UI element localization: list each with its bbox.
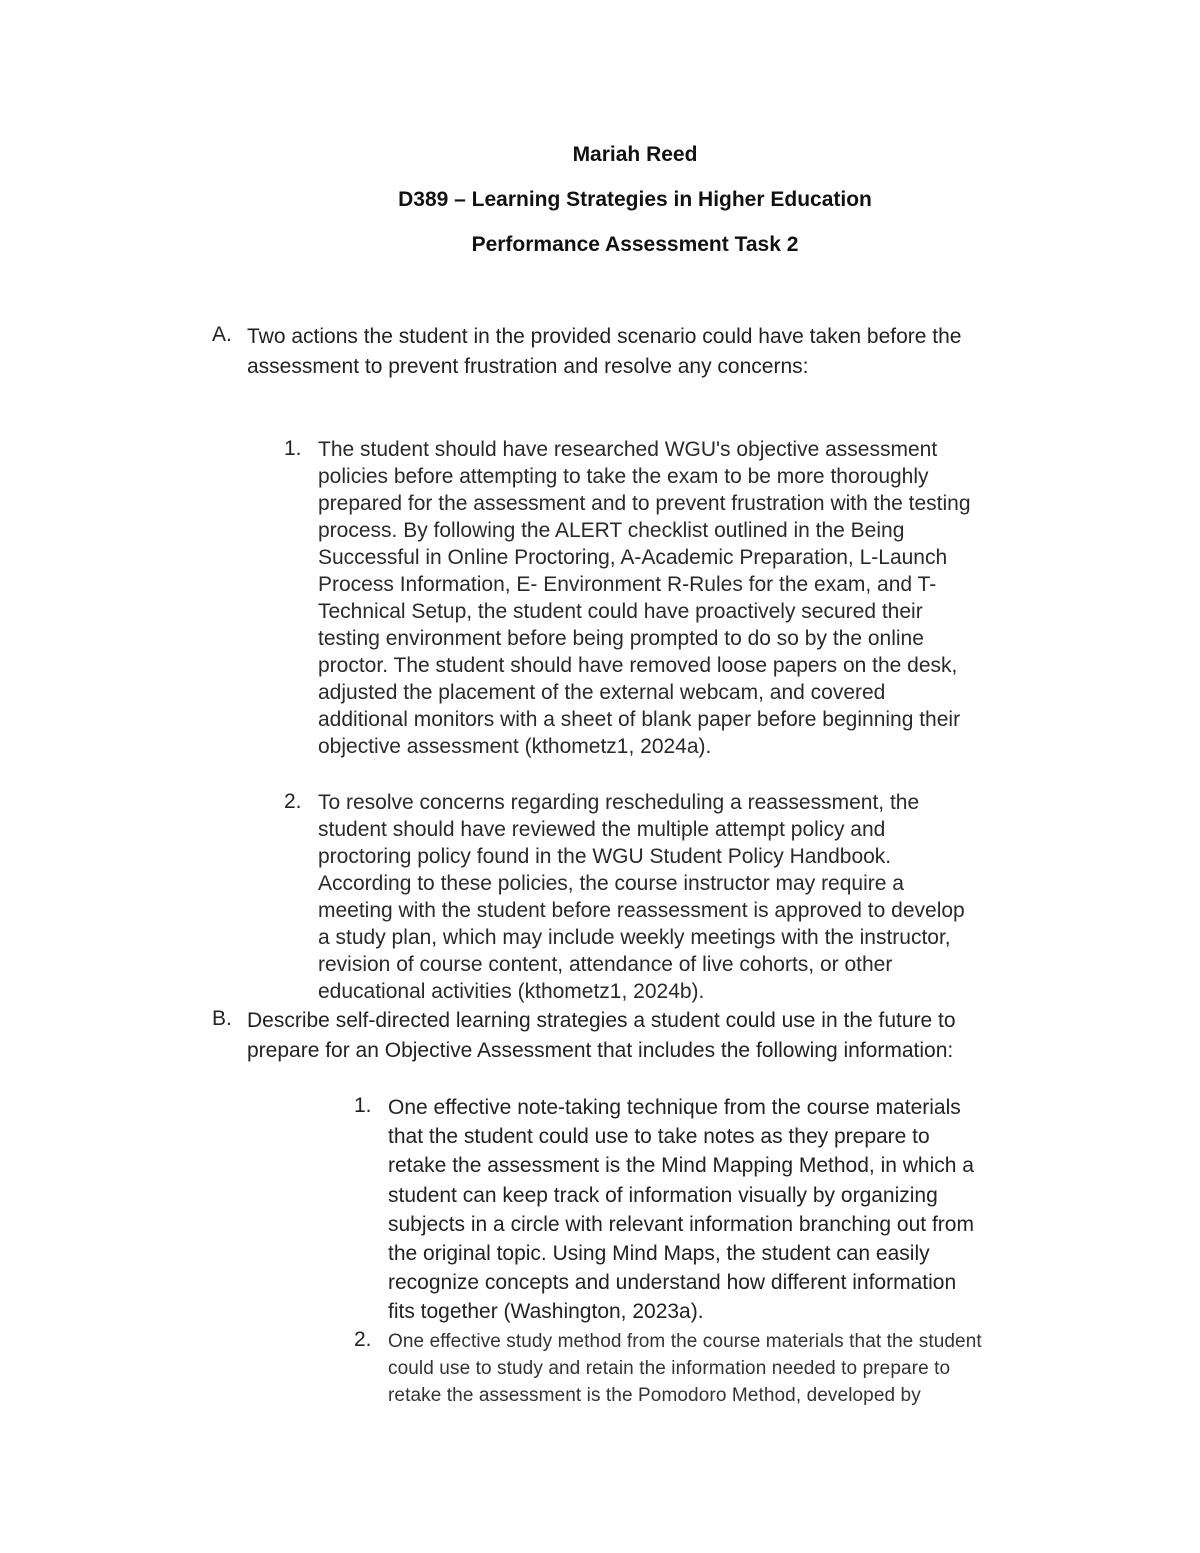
text-line: objective assessment (kthometz1, 2024a).: [318, 735, 712, 758]
section-a-marker: A.: [212, 323, 232, 346]
text-line: revision of course content, attendance of live cohorts, or other: [318, 953, 893, 976]
section-a-heading-line: Two actions the student in the provided scenario could have taken before the: [247, 325, 962, 348]
text-line: meeting with the student before reassessment is approved to develop: [318, 899, 965, 922]
section-a-item-2-marker: 2.: [284, 790, 302, 813]
section-a-item-1-text: [318, 436, 1098, 760]
text-line: student can keep track of information visually by organizing: [388, 1183, 938, 1207]
text-line: retake the assessment is the Mind Mapping Method, in which a: [388, 1154, 974, 1178]
section-b-marker: B.: [212, 1007, 232, 1030]
text-line: educational activities (kthometz1, 2024b).: [318, 980, 705, 1003]
author-name: Mariah Reed: [572, 143, 698, 166]
text-line: additional monitors with a sheet of blank paper before beginning their: [318, 708, 961, 731]
text-line: subjects in a circle with relevant information branching out from: [388, 1212, 974, 1236]
text-line: a study plan, which may include weekly meetings with the instructor,: [318, 926, 951, 949]
section-b-heading-line: prepare for an Objective Assessment that includes the following information:: [247, 1038, 954, 1062]
text-line: The student should have researched WGU's objective assessment: [318, 438, 938, 461]
text-line: prepared for the assessment and to prevent frustration with the testing: [318, 492, 971, 515]
section-a-heading-line: assessment to prevent frustration and resolve any concerns:: [247, 354, 809, 378]
text-line: that the student could use to take notes as they prepare to: [388, 1125, 930, 1149]
section-a-heading: [247, 322, 1147, 381]
text-line: adjusted the placement of the external webcam, and covered: [318, 681, 886, 704]
section-b-item-2-text: [388, 1328, 1168, 1409]
section-b-item-1-marker: 1.: [354, 1094, 372, 1117]
course-title: D389 – Learning Strategies in Higher Education: [398, 188, 872, 211]
text-line: recognize concepts and understand how different information: [388, 1271, 957, 1295]
text-line: testing environment before being prompted to do so by the online: [318, 627, 924, 650]
text-line: proctoring policy found in the WGU Student Policy Handbook.: [318, 845, 892, 868]
section-b-heading-line: Describe self-directed learning strategies a student could use in the future to: [247, 1009, 956, 1032]
text-line: could use to study and retain the information needed to prepare to: [388, 1358, 951, 1379]
task-title: Performance Assessment Task 2: [471, 233, 799, 256]
text-line: process. By following the ALERT checklist outlined in the Being: [318, 519, 905, 542]
section-a-item-1-marker: 1.: [284, 437, 302, 460]
text-line: One effective study method from the course materials that the student: [388, 1331, 982, 1352]
text-line: To resolve concerns regarding rescheduling a reassessment, the: [318, 791, 920, 814]
text-line: policies before attempting to take the exam to be more thoroughly: [318, 465, 929, 488]
section-b-heading: [247, 1006, 1147, 1065]
section-b-item-2-marker: 2.: [354, 1328, 372, 1351]
text-line: One effective note-taking technique from the course materials: [388, 1096, 961, 1119]
text-line: Successful in Online Proctoring, A-Academic Preparation, L-Launch: [318, 546, 948, 569]
text-line: retake the assessment is the Pomodoro Method, developed by: [388, 1385, 921, 1406]
text-line: student should have reviewed the multiple attempt policy and: [318, 818, 886, 841]
text-line: Technical Setup, the student could have proactively secured their: [318, 600, 923, 623]
text-line: According to these policies, the course instructor may require a: [318, 872, 904, 895]
section-b-item-1-text: [388, 1093, 1148, 1327]
text-line: fits together (Washington, 2023a).: [388, 1300, 704, 1324]
section-a-item-2-text: [318, 789, 1098, 1005]
text-line: proctor. The student should have removed loose papers on the desk,: [318, 654, 958, 677]
text-line: the original topic. Using Mind Maps, the student can easily: [388, 1242, 930, 1266]
text-line: Process Information, E- Environment R-Rules for the exam, and T-: [318, 573, 937, 596]
